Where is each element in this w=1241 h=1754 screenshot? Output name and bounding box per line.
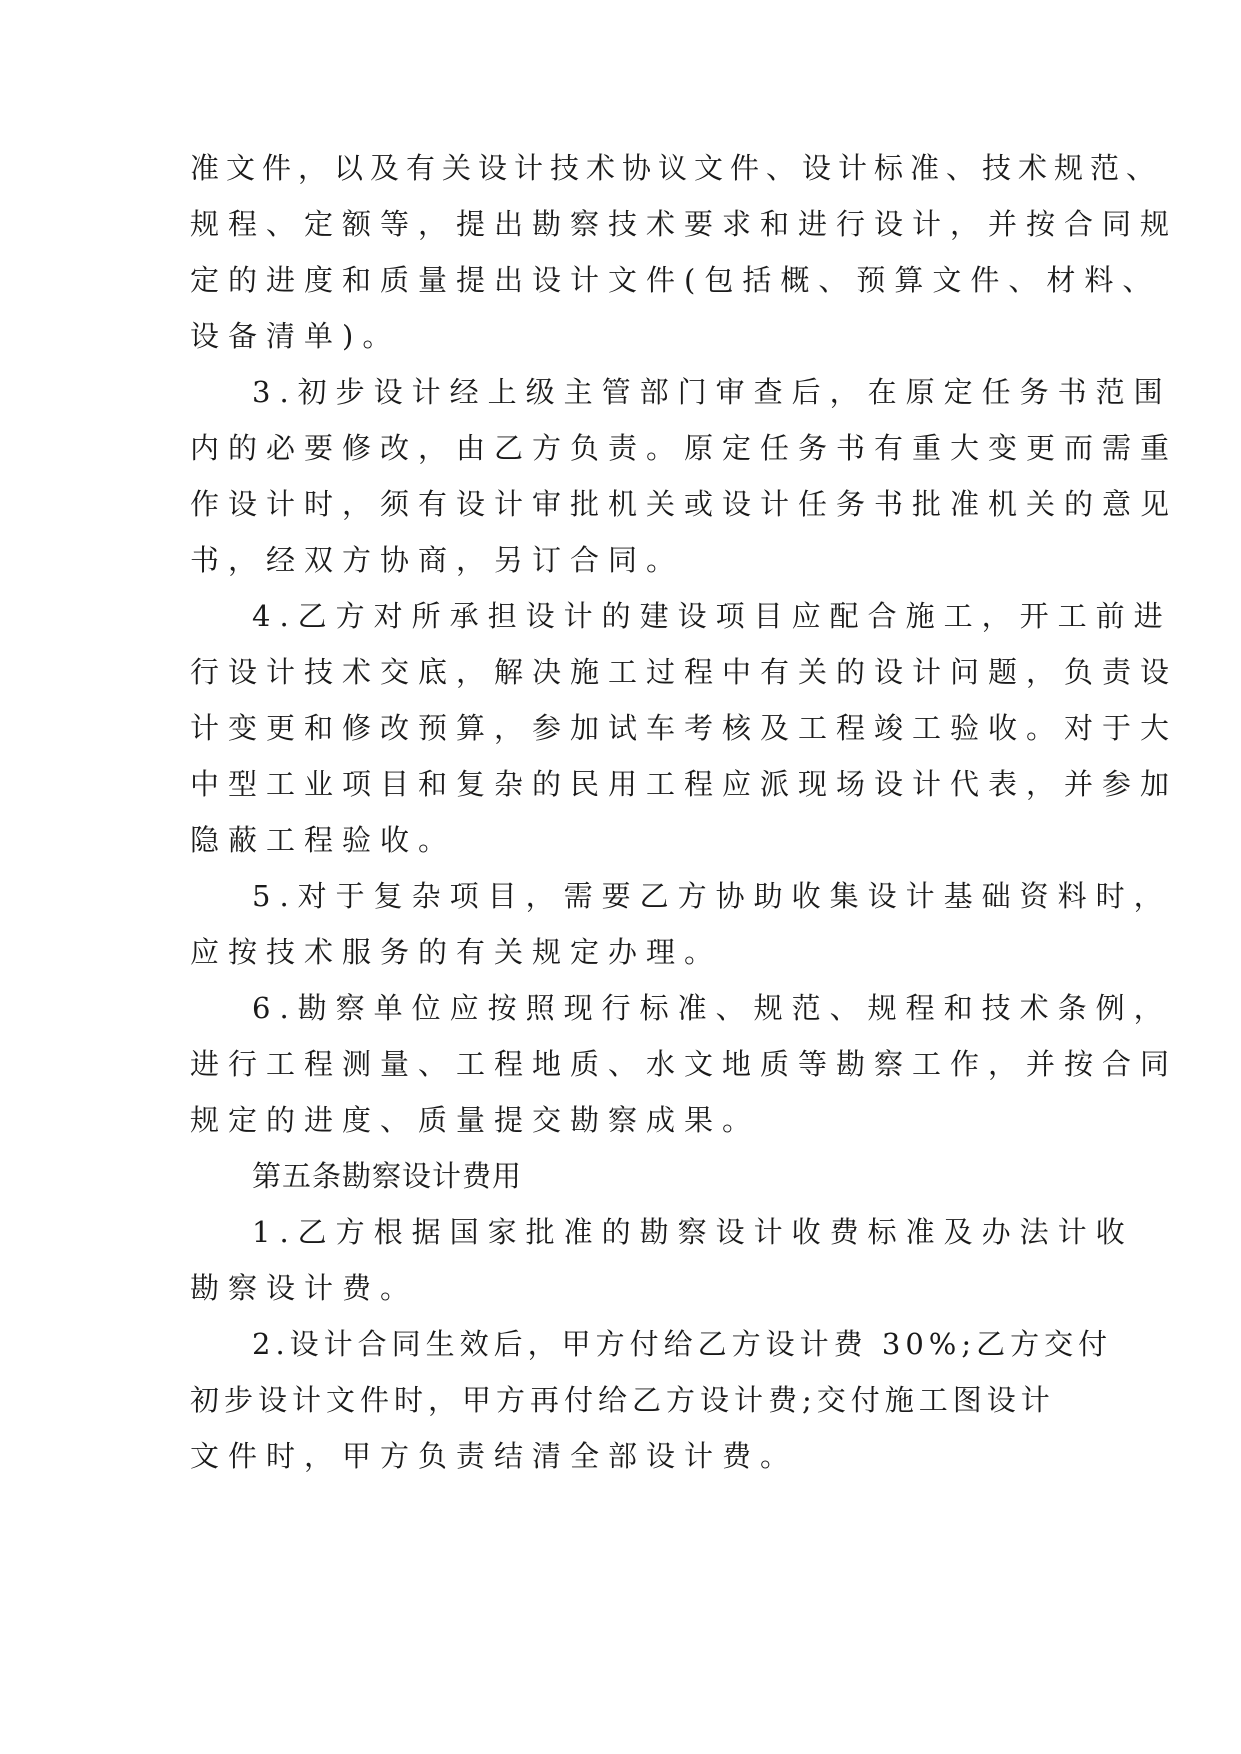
section-heading: 第五条勘察设计费用 [252, 1159, 523, 1193]
text-line: 设备清单)。 [190, 319, 401, 353]
paragraph-start: 2.设计合同生效后，甲方付给乙方设计费 30%;乙方交付 [252, 1327, 1113, 1361]
text-line: 文件时，甲方负责结清全部设计费。 [190, 1439, 799, 1473]
paragraph-start: 5.对于复杂项目，需要乙方协助收集设计基础资料时， [252, 879, 1172, 913]
paragraph-start: 4.乙方对所承担设计的建设项目应配合施工，开工前进 [252, 599, 1172, 633]
text-line: 进行工程测量、工程地质、水文地质等勘察工作，并按合同 [190, 1047, 1179, 1081]
text-line: 定的进度和质量提出设计文件(包括概、预算文件、材料、 [190, 263, 1161, 297]
text-line: 勘察设计费。 [190, 1271, 419, 1305]
text-line: 中型工业项目和复杂的民用工程应派现场设计代表，并参加 [190, 767, 1179, 801]
paragraph-start: 3.初步设计经上级主管部门审查后，在原定任务书范围 [252, 375, 1172, 409]
text-line: 内的必要修改，由乙方负责。原定任务书有重大变更而需重 [190, 431, 1179, 465]
text-line: 准文件，以及有关设计技术协议文件、设计标准、技术规范、 [190, 151, 1163, 185]
text-line: 应按技术服务的有关规定办理。 [190, 935, 723, 969]
text-line: 初步设计文件时，甲方再付给乙方设计费;交付施工图设计 [190, 1383, 1055, 1417]
text-line: 计变更和修改预算，参加试车考核及工程竣工验收。对于大 [190, 711, 1179, 745]
text-line: 书，经双方协商，另订合同。 [190, 543, 685, 577]
text-line: 规定的进度、质量提交勘察成果。 [190, 1103, 761, 1137]
text-line: 规程、定额等，提出勘察技术要求和进行设计，并按合同规 [190, 207, 1179, 241]
paragraph-start: 1.乙方根据国家批准的勘察设计收费标准及办法计收 [252, 1215, 1134, 1249]
text-line: 作设计时，须有设计审批机关或设计任务书批准机关的意见 [190, 487, 1179, 521]
text-line: 行设计技术交底，解决施工过程中有关的设计问题，负责设 [190, 655, 1179, 689]
text-line: 隐蔽工程验收。 [190, 823, 457, 857]
paragraph-start: 6.勘察单位应按照现行标准、规范、规程和技术条例， [252, 991, 1172, 1025]
